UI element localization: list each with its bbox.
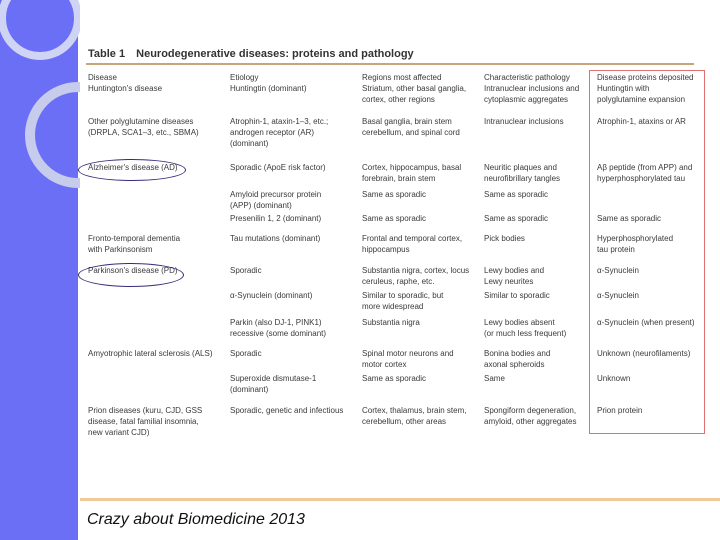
table-cell: Huntingtin with polyglutamine expansion [597,84,686,104]
table-cell: Amyotrophic lateral sclerosis (ALS) [88,349,213,358]
table-cell: Other polyglutamine diseases (DRPLA, SCA1–3, etc., SBMA) [88,117,199,137]
table-cell: Same as sporadic [362,214,427,223]
table-top-rule [86,63,694,65]
table-cell: Spongiform degeneration, amyloid, other aggregates [484,406,577,426]
table-cell: α-Synuclein (when present) [597,318,695,327]
table-cell: Same as sporadic [362,190,427,199]
table-cell: Similar to sporadic, but more widespread [362,291,444,311]
table-cell: Atrophin-1, ataxins or AR [597,117,686,126]
table-cell: Sporadic (ApoE risk factor) [230,163,326,172]
footer-text: Crazy about Biomedicine 2013 [87,511,305,528]
table-cell: Intranuclear inclusions [484,117,564,126]
table-cell: Parkin (also DJ-1, PINK1) recessive (some dominant) [230,318,327,338]
table-cell: Neuritic plaques and neurofibrillary tangles [484,163,561,183]
table-cell: Huntingtin (dominant) [230,84,307,93]
table-cell: Same as sporadic [597,214,662,223]
table-cell: Presenilin 1, 2 (dominant) [230,214,322,223]
table-cell: Pick bodies [484,234,525,243]
ring-top-icon [2,0,78,56]
table-title [88,48,422,60]
table-cell: α-Synuclein (dominant) [230,291,313,300]
table-cell: Unknown [597,374,631,383]
column-header: Etiology [230,73,259,82]
alzheimer-oval [78,159,186,181]
table-cell: Atrophin-1, ataxin-1–3, etc.; androgen receptor (AR) (dominant) [230,117,329,148]
table-cell: Frontal and temporal cortex, hippocampus [362,234,463,254]
column-header: Regions most affected [362,73,442,82]
table-cell: Prion diseases (kuru, CJD, GSS disease, fatal familial insomnia, new variant CJD) [88,406,203,437]
table-cell: Tau mutations (dominant) [230,234,321,243]
table-cell: Same as sporadic [484,214,549,223]
table-cell: Sporadic [230,349,262,358]
table-cell: Bonina bodies and axonal spheroids [484,349,551,369]
table-cell: Lewy bodies and Lewy neurites [484,266,545,286]
table-cell: Striatum, other basal ganglia, cortex, other regions [362,84,467,104]
table-cell: Lewy bodies absent (or much less frequent) [484,318,567,338]
table-cell: Basal ganglia, brain stem cerebellum, and spinal cord [362,117,460,137]
column-header: Characteristic pathology [484,73,570,82]
table-cell: Cortex, thalamus, brain stem, cerebellum, other areas [362,406,467,426]
table-number: Table 1 [88,48,126,60]
table-cell: α-Synuclein [597,291,639,300]
table-cell: Parkinson's disease (PD) [88,266,178,275]
parkinson-oval [78,263,184,287]
table-cell: Sporadic, genetic and infectious [230,406,344,415]
table-cell: Cortex, hippocampus, basal forebrain, brain stem [362,163,462,183]
table-cell: Substantia nigra, cortex, locus ceruleus, raphe, etc. [362,266,470,286]
table-cell: Superoxide dismutase-1 (dominant) [230,374,317,394]
table-cell: Amyloid precursor protein (APP) (dominant) [230,190,322,210]
highlight-column-box [589,70,705,434]
table-cell: Unknown (neurofilaments) [597,349,691,358]
table-cell: Same as sporadic [484,190,549,199]
column-header: Disease proteins deposited [597,73,694,82]
table-cell: Fronto-temporal dementia with Parkinsonism [88,234,181,254]
table-cell: Sporadic [230,266,262,275]
table-cell: Prion protein [597,406,643,415]
table-cell: Intranuclear inclusions and cytoplasmic aggregates [484,84,580,104]
table-cell: Alzheimer's disease (AD) [88,163,178,172]
table-cell: α-Synuclein [597,266,639,275]
footer-rule [80,498,720,501]
table-cell: Hyperphosphorylated tau protein [597,234,674,254]
table-cell: Similar to sporadic [484,291,550,300]
table-cell: Substantia nigra [362,318,420,327]
table-cell: Huntington's disease [88,84,163,93]
table-cell: Same [484,374,505,383]
table-cell: Same as sporadic [362,374,427,383]
column-header: Disease [88,73,117,82]
slide-content [80,0,720,500]
table-cell: Spinal motor neurons and motor cortex [362,349,454,369]
table-cell: Aβ peptide (from APP) and hyperphosphorylated tau [597,163,693,183]
table-caption: Neurodegenerative diseases: proteins and pathology [136,48,414,60]
